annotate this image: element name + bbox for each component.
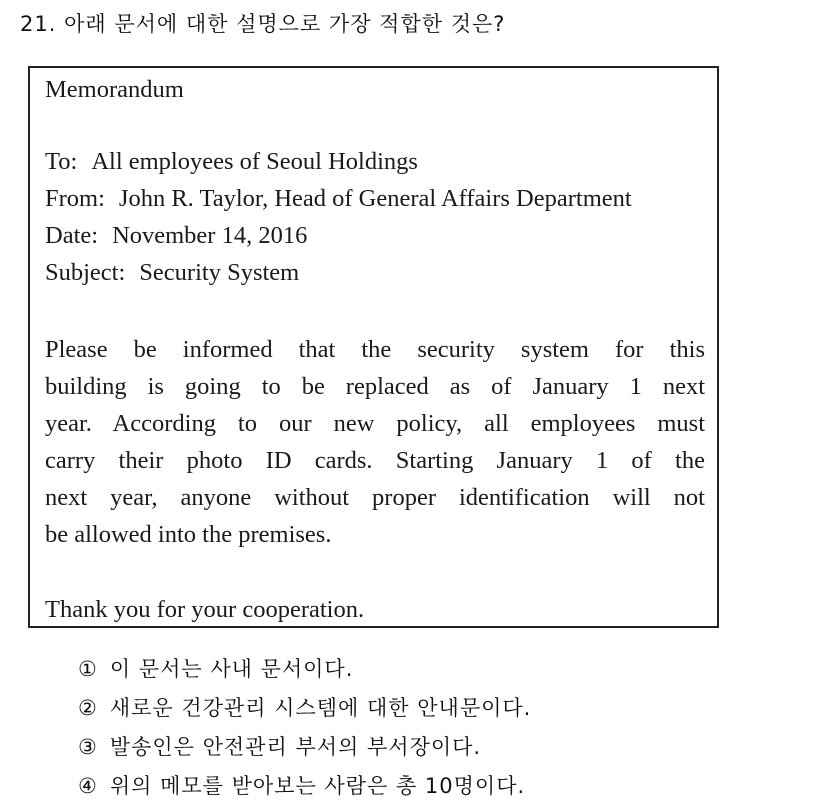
option-number: ③ <box>78 735 98 759</box>
memo-body-line: next year, anyone without proper identification will not <box>45 484 705 511</box>
memo-box <box>28 66 719 628</box>
memo-from-value: John R. Taylor, Head of General Affairs Department <box>118 185 632 212</box>
option-text: 새로운 건강관리 시스템에 대한 안내문이다. <box>109 696 532 720</box>
question-title: 21. 아래 문서에 대한 설명으로 가장 적합한 것은? <box>20 12 506 36</box>
option-number: ④ <box>78 774 98 798</box>
memo-subject-value: Security System <box>139 259 300 286</box>
answer-option-2[interactable] <box>78 689 531 728</box>
option-text: 발송인은 안전관리 부서의 부서장이다. <box>109 735 482 759</box>
memo-subject-label: Subject: <box>45 259 126 286</box>
memo-date-row <box>45 222 307 250</box>
memo-to-label: To: <box>45 148 78 175</box>
memo-from-row <box>45 185 632 213</box>
answer-option-4[interactable] <box>78 767 531 806</box>
option-text: 이 문서는 사내 문서이다. <box>109 657 354 681</box>
answer-option-3[interactable] <box>78 728 531 767</box>
memo-body-line: building is going to be replaced as of January 1 next <box>45 373 705 400</box>
answer-options <box>78 650 531 806</box>
memo-from-label: From: <box>45 185 105 212</box>
memo-to-row <box>45 148 418 176</box>
option-number: ② <box>78 696 98 720</box>
memo-to-value: All employees of Seoul Holdings <box>91 148 418 175</box>
memo-date-value: November 14, 2016 <box>112 222 308 249</box>
memo-title: Memorandum <box>45 76 184 103</box>
memo-closing: Thank you for your cooperation. <box>45 596 365 623</box>
memo-subject-row <box>45 259 299 287</box>
memo-date-label: Date: <box>45 222 99 249</box>
memo-body-line: be allowed into the premises. <box>45 521 332 548</box>
memo-body-line: carry their photo ID cards. Starting January 1 of the <box>45 447 705 474</box>
memo-body-line: Please be informed that the security system for this <box>45 336 705 363</box>
option-text: 위의 메모를 받아보는 사람은 총 10명이다. <box>109 774 526 798</box>
answer-option-1[interactable] <box>78 650 531 689</box>
option-number: ① <box>78 657 98 681</box>
memo-body-line: year. According to our new policy, all employees must <box>45 410 705 437</box>
